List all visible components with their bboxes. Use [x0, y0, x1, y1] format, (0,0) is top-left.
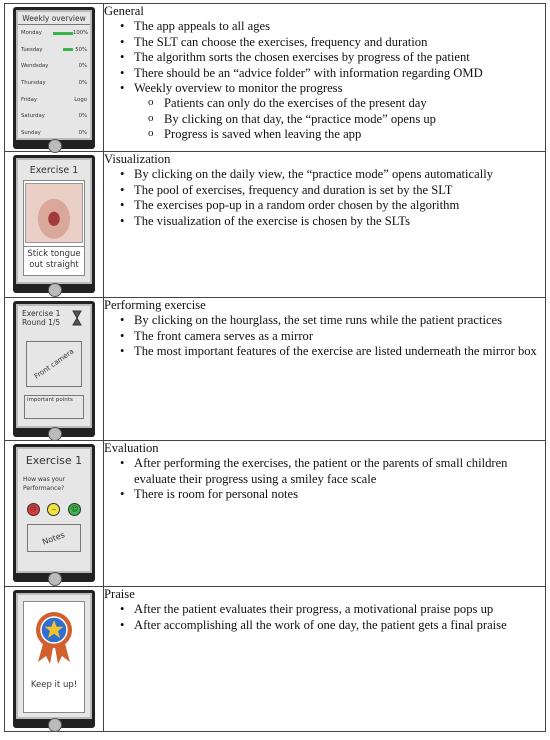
home-button [48, 718, 62, 732]
front-camera-label: Front camera [32, 347, 76, 381]
progress-value: 100% [73, 30, 89, 37]
progress-fill [53, 32, 73, 35]
sub-list-item: o Patients can only do the exercises of the present day [148, 96, 545, 111]
section-title: Visualization [104, 152, 171, 166]
weekday-row[interactable] [18, 42, 90, 59]
home-button [48, 283, 62, 297]
praise-card [23, 601, 85, 713]
list-item: • There should be an “advice folder” with information regarding OMD [120, 66, 545, 81]
phone-mockup-performing [13, 301, 95, 437]
weekday-row[interactable] [18, 91, 90, 108]
progress-bar [53, 98, 73, 101]
exercise-header [22, 309, 86, 335]
notes-box[interactable] [27, 524, 81, 552]
list-item-text: Weekly overview to monitor the progress [134, 81, 343, 96]
progress-bar [53, 131, 73, 134]
progress-bar [53, 65, 73, 68]
list-item: • The app appeals to all ages [120, 19, 545, 34]
list-item: • After accomplishing all the work of one day, the patient gets a final praise [120, 618, 545, 633]
mockup-cell [5, 4, 104, 152]
text-cell [104, 441, 546, 587]
front-camera-box [26, 341, 82, 387]
phone-mockup-weekly [13, 7, 95, 149]
weekday-row[interactable] [18, 25, 90, 42]
exercise-title: Exercise 1 [25, 454, 83, 467]
phone-screen [16, 158, 92, 284]
weekday-label: Monday [21, 30, 42, 37]
weekday-label: Thursday [21, 80, 46, 87]
mockup-cell [5, 441, 104, 587]
weekday-label: Friday [21, 96, 38, 103]
praise-caption: Keep it up! [30, 680, 78, 690]
exercise-caption: Stick tongue out straight [24, 246, 84, 271]
sub-bullet-list [134, 96, 545, 142]
list-item: • The front camera serves as a mirror [120, 329, 545, 344]
neutral-face-icon[interactable]: ‒ [47, 503, 60, 516]
tongue-image [25, 183, 83, 243]
table-row [5, 587, 546, 732]
content-table [4, 3, 546, 732]
section-title: Performing exercise [104, 298, 206, 312]
list-item: • After the patient evaluates their progress, a motivational praise pops up [120, 602, 545, 617]
list-item: • By clicking on the hourglass, the set time runs while the patient practices [120, 313, 545, 328]
weekly-overview-title: Weekly overview [18, 12, 90, 25]
weekday-label: Wendsday [21, 63, 49, 70]
sad-face-icon[interactable]: ☹ [27, 503, 40, 516]
table-row [5, 152, 546, 298]
hourglass-icon[interactable] [72, 310, 82, 326]
section-title: Praise [104, 587, 135, 601]
award-badge-icon [34, 610, 74, 664]
progress-bar [53, 115, 73, 118]
list-item: • By clicking on the daily view, the “practice mode” opens automatically [120, 167, 545, 182]
bullet-list [104, 19, 545, 142]
phone-mockup-praise [13, 590, 95, 728]
progress-value: 0% [78, 80, 87, 87]
text-cell [104, 152, 546, 298]
section-title: General [104, 4, 144, 18]
bullet-list [104, 313, 545, 359]
list-item: • The exercises pop-up in a random order chosen by the algorithm [120, 198, 545, 213]
exercise-card [23, 180, 85, 276]
important-points-box [24, 395, 84, 419]
bullet-list [104, 167, 545, 229]
exercise-title: Exercise 1 [29, 165, 79, 176]
home-button [48, 572, 62, 586]
text-cell [104, 587, 546, 732]
performance-question: How was your Performance? [23, 476, 66, 492]
bullet-list [104, 456, 545, 502]
list-item: • The pool of exercises, frequency and duration is set by the SLT [120, 183, 545, 198]
bullet-list [104, 602, 545, 633]
mockup-cell [5, 587, 104, 732]
list-item: • The visualization of the exercise is chosen by the SLTs [120, 214, 545, 229]
weekday-label: Tuesday [21, 46, 43, 53]
phone-screen [16, 447, 92, 573]
weekday-row[interactable] [18, 75, 90, 92]
phone-screen [16, 593, 92, 719]
exercise-title: Exercise 1 [22, 309, 61, 318]
phone-screen [16, 304, 92, 428]
progress-fill [63, 48, 73, 51]
text-cell [104, 4, 546, 152]
important-points-label: important points [27, 397, 73, 403]
table-row [5, 441, 546, 587]
table-row [5, 4, 546, 152]
table-row [5, 298, 546, 441]
text-cell [104, 298, 546, 441]
progress-value: Logo [74, 96, 87, 103]
mockup-cell [5, 298, 104, 441]
list-item: • The most important features of the exercise are listed underneath the mirror box [120, 344, 545, 359]
progress-value: 0% [78, 129, 87, 136]
sub-list-item: o By clicking on that day, the “practice mode” opens up [148, 112, 545, 127]
home-button [48, 139, 62, 153]
phone-mockup-visualization [13, 155, 95, 293]
section-title: Evaluation [104, 441, 159, 455]
progress-value: 50% [75, 46, 87, 53]
home-button [48, 427, 62, 441]
smiley-scale [23, 503, 85, 516]
list-item: • The SLT can choose the exercises, frequency and duration [120, 35, 545, 50]
weekday-label: Saturday [21, 113, 45, 120]
progress-bar [53, 48, 73, 51]
mockup-cell [5, 152, 104, 298]
notes-label: Notes [41, 529, 67, 547]
sub-list-item: o Progress is saved when leaving the app [148, 127, 545, 142]
list-item: • After performing the exercises, the patient or the parents of small children evaluate their progress using a smiley face scale [120, 456, 545, 487]
weekday-row[interactable] [18, 58, 90, 75]
progress-bar [53, 32, 73, 35]
list-item: • The algorithm sorts the chosen exercises by progress of the patient [120, 50, 545, 65]
weekday-row[interactable] [18, 108, 90, 125]
progress-value: 0% [78, 63, 87, 70]
happy-face-icon[interactable]: ☺ [68, 503, 81, 516]
phone-mockup-evaluation [13, 444, 95, 582]
progress-value: 0% [78, 113, 87, 120]
progress-bar [53, 82, 73, 85]
weekday-label: Sunday [21, 129, 41, 136]
round-counter: Round 1/5 [22, 318, 61, 327]
list-item: • There is room for personal notes [120, 487, 545, 502]
list-item [120, 81, 545, 143]
phone-screen [16, 10, 92, 140]
